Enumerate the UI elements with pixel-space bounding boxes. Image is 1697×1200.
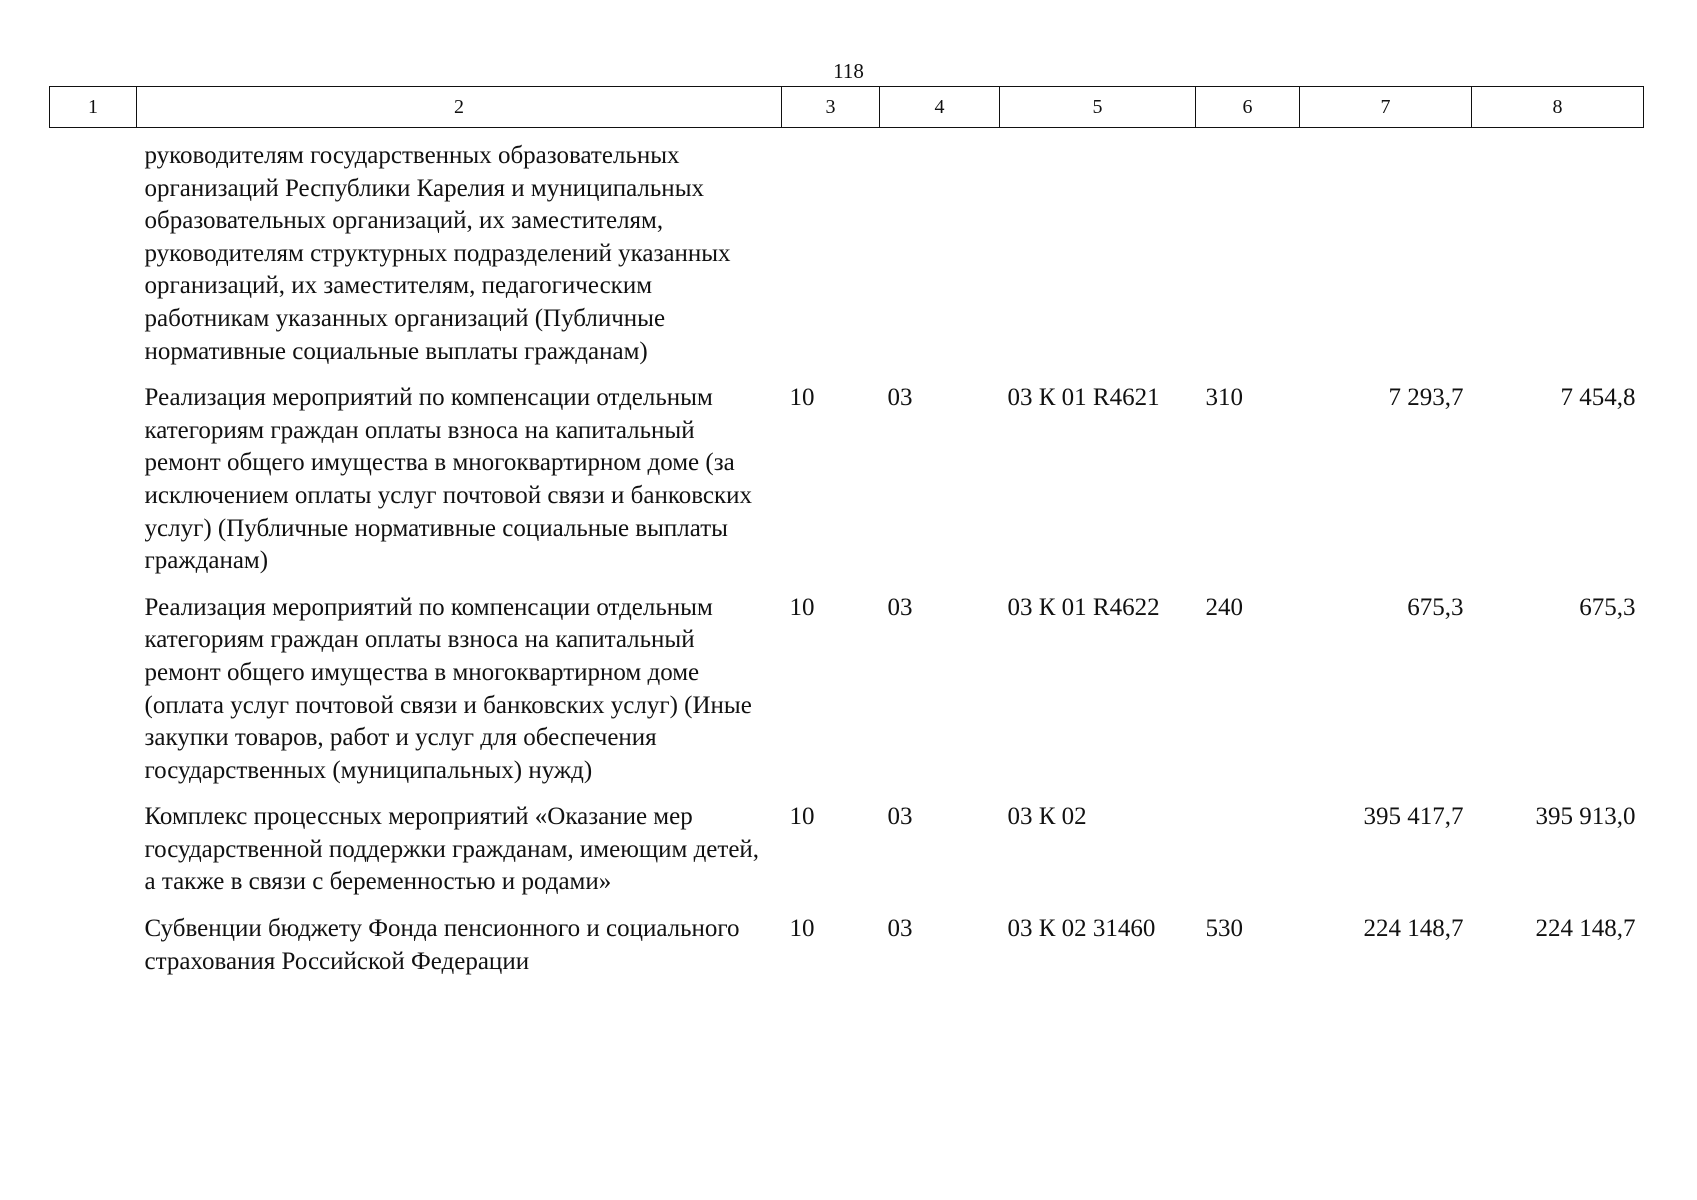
column-header-4: 4	[880, 87, 1000, 128]
target-code: 03 К 01 R4622	[1007, 593, 1160, 621]
expense-type-code: 310	[1205, 384, 1243, 412]
item-name: руководителям государственных образовательных организаций Республики Карелия и муниципальных образовательных организаций, их заместителям, руководителям структурных подразделений указанных организаций, их заместителям, педагогическим работникам указанных организаций (Публичные нормативные социальные выплаты гражданам)	[144, 142, 731, 365]
table-row	[50, 128, 1644, 369]
expense-type-code	[1196, 128, 1300, 369]
subsection-code: 03	[887, 593, 913, 621]
amount-col-8	[1472, 128, 1644, 369]
section-code	[782, 128, 880, 369]
table-row	[50, 899, 1644, 978]
table-body	[50, 128, 1644, 979]
subsection-code: 03	[887, 915, 913, 943]
expense-type-code: 240	[1205, 593, 1243, 621]
expense-type-code: 530	[1205, 915, 1243, 943]
row-number-cell	[50, 787, 137, 899]
column-header-2: 2	[137, 87, 782, 128]
table-header	[50, 87, 1644, 128]
expense-type-code	[1196, 787, 1300, 899]
section-code: 10	[789, 384, 815, 412]
amount-col-8: 224 148,7	[1535, 915, 1636, 943]
amount-col-8: 395 913,0	[1535, 803, 1636, 831]
header-row	[50, 87, 1644, 128]
section-code: 10	[789, 803, 815, 831]
column-header-7: 7	[1300, 87, 1472, 128]
amount-col-7: 224 148,7	[1363, 915, 1464, 943]
row-number-cell	[50, 899, 137, 978]
row-number-cell	[50, 128, 137, 369]
section-code: 10	[789, 915, 815, 943]
target-code: 03 К 02 31460	[1007, 915, 1156, 943]
amount-col-7: 395 417,7	[1363, 803, 1464, 831]
row-number-cell	[50, 368, 137, 578]
amount-col-7	[1300, 128, 1472, 369]
item-name: Комплекс процессных мероприятий «Оказание мер государственной поддержки гражданам, имеющим детей, а также в связи с беременностью и родами»	[144, 803, 760, 896]
table-row	[50, 787, 1644, 899]
target-code	[1000, 128, 1196, 369]
section-code: 10	[789, 593, 815, 621]
amount-col-7: 7 293,7	[1388, 384, 1464, 412]
row-number-cell	[50, 578, 137, 788]
amount-col-7: 675,3	[1407, 593, 1464, 621]
subsection-code: 03	[887, 803, 913, 831]
table-row	[50, 368, 1644, 578]
item-name: Реализация мероприятий по компенсации отдельным категориям граждан оплаты взноса на капитальный ремонт общего имущества в многоквартирном доме (оплата услуг почтовой связи и банковских услуг) (Иные закупки товаров, работ и услуг для обеспечения государственных (муниципальных) нужд)	[144, 593, 752, 784]
amount-col-8: 7 454,8	[1560, 384, 1636, 412]
column-header-6: 6	[1196, 87, 1300, 128]
budget-table	[49, 86, 1644, 978]
column-header-1: 1	[50, 87, 137, 128]
target-code: 03 К 01 R4621	[1007, 384, 1160, 412]
column-header-8: 8	[1472, 87, 1644, 128]
page-number: 118	[833, 59, 864, 83]
subsection-code: 03	[887, 384, 913, 412]
target-code: 03 К 02	[1007, 803, 1087, 831]
column-header-3: 3	[782, 87, 880, 128]
item-name: Субвенции бюджету Фонда пенсионного и социального страхования Российской Федерации	[144, 915, 740, 975]
table-row	[50, 578, 1644, 788]
subsection-code	[880, 128, 1000, 369]
item-name: Реализация мероприятий по компенсации отдельным категориям граждан оплаты взноса на капитальный ремонт общего имущества в многоквартирном доме (за исключением оплаты услуг почтовой связи и банковских услуг) (Публичные нормативные социальные выплаты гражданам)	[144, 384, 752, 575]
amount-col-8: 675,3	[1579, 593, 1636, 621]
column-header-5: 5	[1000, 87, 1196, 128]
